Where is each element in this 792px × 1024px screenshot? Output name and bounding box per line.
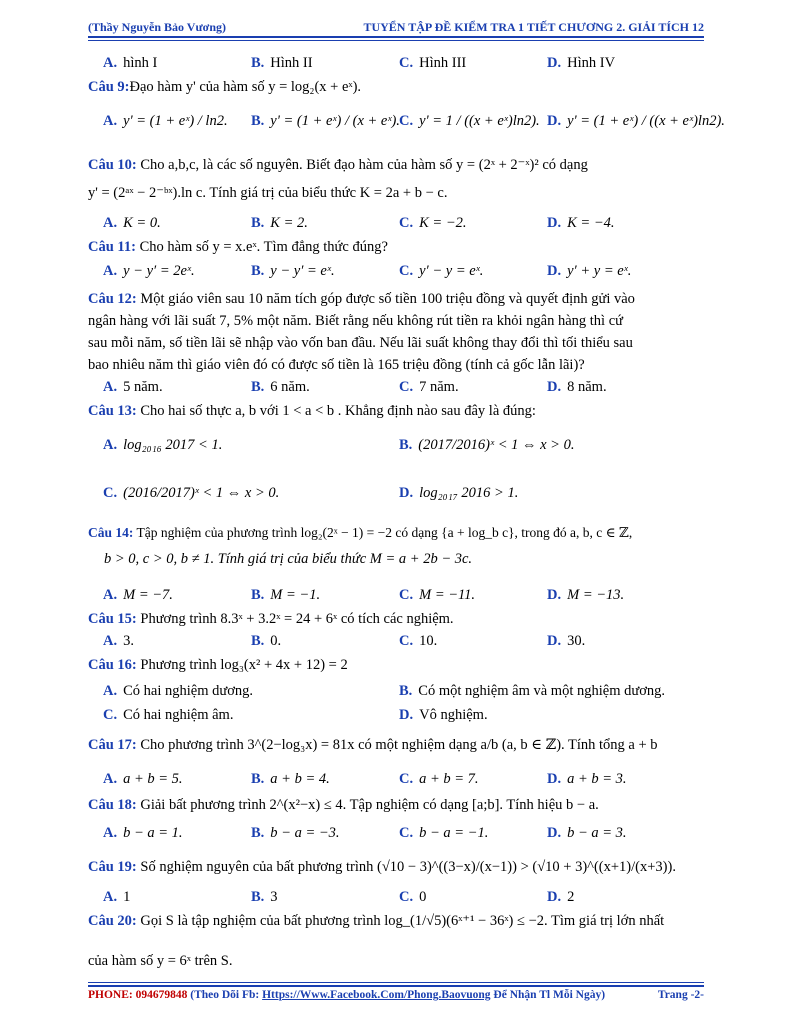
q17-option-a: A. a + b = 5.: [103, 771, 183, 787]
q12-option-c: C. 7 năm.: [399, 379, 459, 395]
q9-option-a: A. y' = (1 + eˣ) / ln2.: [103, 113, 228, 129]
question-10: Câu 10: Cho a,b,c, là các số nguyên. Biết đạo hàm của hàm số y = (2ˣ + 2⁻ˣ)² có dạng: [88, 157, 588, 173]
q18-option-d: D. b − a = 3.: [547, 825, 627, 841]
q12-option-a: A. 5 năm.: [103, 379, 163, 395]
question-14: Câu 14: Tập nghiệm của phương trình log₂(2ˣ − 1) = −2 có dạng {a + log_b c}, trong đó a, b, c ∈ ℤ,: [88, 525, 633, 540]
question-20: Câu 20: Gọi S là tập nghiệm của bất phương trình log_(1/√5)(6ˣ⁺¹ − 36ˣ) ≤ −2. Tìm giá trị lớn nhất: [88, 913, 665, 929]
q15-option-c: C. 10.: [399, 633, 438, 649]
q13-option-c: C. (2016/2017)ˣ < 1 ⇔ x > 0.: [103, 485, 280, 501]
q15-option-a: A. 3.: [103, 633, 134, 649]
q17-option-d: D. a + b = 3.: [547, 771, 627, 787]
q14-option-d: D. M = −13.: [547, 587, 625, 603]
q15-option-d: D. 30.: [547, 633, 586, 649]
q17-option-c: C. a + b = 7.: [399, 771, 479, 787]
q8-option-d: D. Hình IV: [547, 55, 616, 71]
q11-option-a: A. y − y′ = 2eˣ.: [103, 263, 195, 279]
q9-option-c: C. y' = 1 / ((x + eˣ)ln2).: [399, 113, 540, 129]
question-17: Câu 17: Cho phương trình 3^(2−log₃x) = 81x có một nghiệm dạng a/b (a, b ∈ ℤ). Tính tổng a + b: [88, 737, 658, 753]
question-12-line2: ngân hàng với lãi suất 7, 5% một năm. Biết rằng nếu không rút tiền ra khỏi ngân hàng thì cứ: [88, 313, 623, 329]
q15-option-b: B. 0.: [251, 633, 282, 649]
question-10-cont: y' = (2ᵃˣ − 2⁻ᵇˣ).ln c. Tính giá trị của biểu thức K = 2a + b − c.: [88, 185, 448, 201]
q13-option-a: A. log₂₀₁₆ 2017 < 1.: [103, 437, 223, 453]
question-20-cont: của hàm số y = 6ˣ trên S.: [88, 953, 233, 969]
header-title: TUYỂN TẬP ĐỀ KIỂM TRA 1 TIẾT CHƯƠNG 2. GIẢI TÍCH 12: [363, 20, 704, 34]
q16-option-b: B. Có một nghiệm âm và một nghiệm dương.: [399, 683, 665, 699]
q12-option-b: B. 6 năm.: [251, 379, 310, 395]
q19-option-a: A. 1: [103, 889, 131, 905]
question-11: Câu 11: Cho hàm số y = x.eˣ. Tìm đẳng thức đúng?: [88, 239, 388, 255]
question-12-line4: bao nhiêu năm thì giáo viên đó có được số tiền là 165 triệu đồng (tính cả gốc lẫn lãi)?: [88, 357, 585, 373]
question-18: Câu 18: Giải bất phương trình 2^(x²−x) ≤ 4. Tập nghiệm có dạng [a;b]. Tính hiệu b − a.: [88, 797, 599, 813]
q16-option-c: C. Có hai nghiệm âm.: [103, 707, 234, 723]
q11-option-d: D. y′ + y = eˣ.: [547, 263, 632, 279]
q19-option-b: B. 3: [251, 889, 278, 905]
q13-option-b: B. (2017/2016)ˣ < 1 ⇔ x > 0.: [399, 437, 575, 453]
q11-option-b: B. y − y′ = eˣ.: [251, 263, 335, 279]
page-number: Trang -2-: [657, 989, 704, 1001]
q8-option-b: B. Hình II: [251, 55, 313, 71]
footer-rule: [88, 985, 704, 987]
q9-option-d: D. y' = (1 + eˣ) / ((x + eˣ)ln2).: [547, 113, 725, 129]
question-14-cont: b > 0, c > 0, b ≠ 1. Tính giá trị của biểu thức M = a + 2b − 3c.: [104, 551, 473, 567]
q19-option-c: C. 0: [399, 889, 427, 905]
q16-option-a: A. Có hai nghiệm dương.: [103, 683, 254, 699]
q18-option-a: A. b − a = 1.: [103, 825, 183, 841]
q10-option-d: D. K = −4.: [547, 215, 615, 231]
q13-option-d: D. log₂₀₁₇ 2016 > 1.: [399, 485, 519, 501]
question-13: Câu 13: Cho hai số thực a, b với 1 < a < b . Khẳng định nào sau đây là đúng:: [88, 403, 536, 419]
footer-text: (Theo Dõi Fb:: [190, 989, 260, 1001]
header-author: (Thầy Nguyễn Bảo Vương): [88, 20, 226, 34]
question-12: Câu 12: Một giáo viên sau 10 năm tích góp được số tiền 100 triệu đồng và quyết định gửi vào: [88, 291, 635, 307]
footer-rule-thin: [88, 982, 704, 983]
q9-option-b: B. y' = (1 + eˣ) / (x + eˣ).: [251, 113, 400, 129]
footer-text-2: Để Nhận Tl Mỗi Ngày): [493, 989, 606, 1001]
question-19: Câu 19: Số nghiệm nguyên của bất phương trình (√10 − 3)^((3−x)/(x−1)) > (√10 + 3)^((x+1)/(x+3)).: [88, 859, 676, 875]
question-16: Câu 16: Phương trình log₃(x² + 4x + 12) = 2: [88, 657, 348, 673]
question-12-line3: sau mỗi năm, số tiền lãi sẽ nhập vào vốn ban đầu. Nếu lãi suất không thay đổi thì tối thiểu sau: [88, 335, 633, 351]
question-9: Câu 9:Đạo hàm y' của hàm số y = log₂(x + eˣ).: [88, 79, 362, 95]
q8-option-c: C. Hình III: [399, 55, 467, 71]
q10-option-a: A. K = 0.: [103, 215, 161, 231]
q10-option-c: C. K = −2.: [399, 215, 467, 231]
q10-option-b: B. K = 2.: [251, 215, 308, 231]
facebook-link[interactable]: Https://Www.Facebook.Com/Phong.Baovuong: [262, 989, 491, 1001]
q19-option-d: D. 2: [547, 889, 575, 905]
q12-option-d: D. 8 năm.: [547, 379, 607, 395]
q14-option-b: B. M = −1.: [251, 587, 321, 603]
footer-phone: 094679848: [135, 989, 188, 1001]
q14-option-a: A. M = −7.: [103, 587, 173, 603]
q17-option-b: B. a + b = 4.: [251, 771, 330, 787]
q18-option-b: B. b − a = −3.: [251, 825, 340, 841]
q8-option-a: A. hình I: [103, 55, 158, 71]
question-15: Câu 15: Phương trình 8.3ˣ + 3.2ˣ = 24 + 6ˣ có tích các nghiệm.: [88, 611, 454, 627]
q14-option-c: C. M = −11.: [399, 587, 476, 603]
q11-option-c: C. y′ − y = eˣ.: [399, 263, 484, 279]
page-footer: [88, 989, 704, 1001]
footer-phone-label: PHONE:: [88, 989, 133, 1001]
q18-option-c: C. b − a = −1.: [399, 825, 489, 841]
q16-option-d: D. Vô nghiệm.: [399, 707, 488, 723]
